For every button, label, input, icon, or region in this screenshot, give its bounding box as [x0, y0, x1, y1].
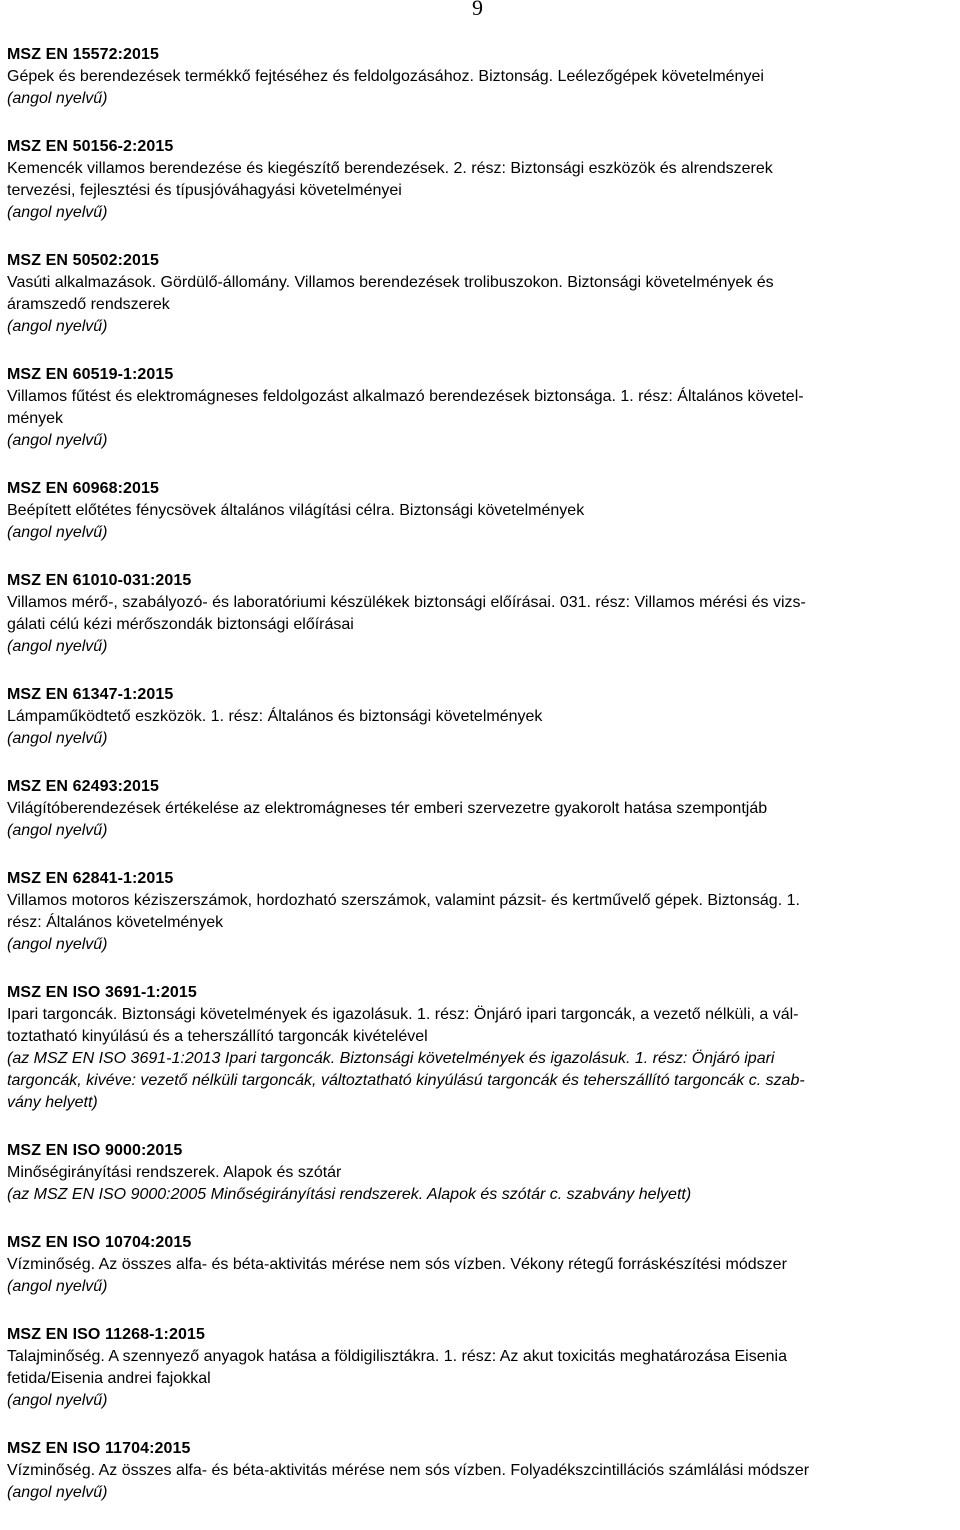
standard-title: Kemencék villamos berendezése és kiegészítő berendezések. 2. rész: Biztonsági eszközök és alrendszerek tervezési, fejlesztési és típusjóváhagyási követelményei — [7, 160, 773, 199]
standard-code: MSZ EN ISO 11704:2015 — [7, 1440, 191, 1457]
standard-title: Vízminőség. Az összes alfa- és béta-aktivitás mérése nem sós vízben. Vékony rétegű forráskészítési módszer — [7, 1256, 787, 1273]
standard-title: Villamos mérő-, szabályozó- és laboratóriumi készülékek biztonsági előírásai. 031. rész: Villamos mérési és vizs- gálati célú kézi mérőszondák biztonsági előírásai — [7, 594, 806, 633]
standard-entry — [7, 364, 957, 452]
language-note: (angol nyelvű) — [7, 432, 108, 449]
standard-entry — [7, 478, 957, 544]
standard-code: MSZ EN 60968:2015 — [7, 480, 160, 497]
page-number: 9 — [472, 0, 483, 20]
language-note: (angol nyelvű) — [7, 822, 108, 839]
standard-code: MSZ EN 60519-1:2015 — [7, 366, 174, 383]
standard-title: Gépek és berendezések termékkő fejtéséhez és feldolgozásához. Biztonság. Leélezőgépek követelményei — [7, 68, 764, 85]
standard-code: MSZ EN 61010-031:2015 — [7, 572, 192, 589]
standard-entry — [7, 1324, 957, 1412]
standard-code: MSZ EN 62841-1:2015 — [7, 870, 174, 887]
language-note: (angol nyelvű) — [7, 1278, 108, 1295]
standard-title: Talajminőség. A szennyező anyagok hatása a földigilisztákra. 1. rész: Az akut toxicitás meghatározása Eisenia fetida/Eisenia andrei fajokkal — [7, 1348, 787, 1387]
standards-list — [7, 44, 957, 1530]
standard-entry — [7, 136, 957, 224]
standard-entry — [7, 776, 957, 842]
standard-entry — [7, 868, 957, 956]
standard-code: MSZ EN ISO 9000:2015 — [7, 1142, 183, 1159]
language-note: (angol nyelvű) — [7, 1392, 108, 1409]
standard-entry — [7, 1232, 957, 1298]
language-note: (angol nyelvű) — [7, 204, 108, 221]
standard-code: MSZ EN 50502:2015 — [7, 252, 160, 269]
standard-code: MSZ EN ISO 3691-1:2015 — [7, 984, 197, 1001]
standard-entry — [7, 684, 957, 750]
standard-entry — [7, 44, 957, 110]
standard-title: Vízminőség. Az összes alfa- és béta-aktivitás mérése nem sós vízben. Folyadékszcintillációs számlálási módszer — [7, 1462, 810, 1479]
standard-title: Világítóberendezések értékelése az elektromágneses tér emberi szervezetre gyakorolt hatása szempontjáb — [7, 800, 768, 817]
standard-code: MSZ EN 62493:2015 — [7, 778, 160, 795]
standard-title: Villamos fűtést és elektromágneses feldolgozást alkalmazó berendezések biztonsága. 1. rész: Általános követel- mények — [7, 388, 804, 427]
language-note: (angol nyelvű) — [7, 936, 108, 953]
standard-code: MSZ EN 15572:2015 — [7, 46, 160, 63]
standard-title: Minőségirányítási rendszerek. Alapok és szótár — [7, 1164, 342, 1181]
standard-title: Ipari targoncák. Biztonsági követelmények és igazolásuk. 1. rész: Önjáró ipari targoncák, a vezető nélküli, a vál- toztatható kinyúlású és a teherszállító targoncák kivételével — [7, 1006, 799, 1045]
standard-code: MSZ EN ISO 11268-1:2015 — [7, 1326, 205, 1343]
standard-code: MSZ EN 61347-1:2015 — [7, 686, 174, 703]
language-note: (angol nyelvű) — [7, 318, 108, 335]
standard-entry — [7, 570, 957, 658]
language-note: (angol nyelvű) — [7, 638, 108, 655]
standard-title: Villamos motoros kéziszerszámok, hordozható szerszámok, valamint pázsit- és kertművelő gépek. Biztonság. 1. rész: Általános követelmények — [7, 892, 800, 931]
language-note: (angol nyelvű) — [7, 524, 108, 541]
language-note: (angol nyelvű) — [7, 730, 108, 747]
standard-title: Lámpaműködtető eszközök. 1. rész: Általános és biztonsági követelmények — [7, 708, 543, 725]
standard-title: Vasúti alkalmazások. Gördülő-állomány. Villamos berendezések trolibuszokon. Biztonsági követelmények és áramszedő rendszerek — [7, 274, 774, 313]
standard-title: Beépített előtétes fénycsövek általános világítási célra. Biztonsági követelmények — [7, 502, 585, 519]
replacement-note: (az MSZ EN ISO 9000:2005 Minőségirányítási rendszerek. Alapok és szótár c. szabvány helyett) — [7, 1186, 692, 1203]
standard-entry — [7, 982, 957, 1114]
standard-entry — [7, 1140, 957, 1206]
language-note: (angol nyelvű) — [7, 90, 108, 107]
replacement-note: (az MSZ EN ISO 3691-1:2013 Ipari targoncák. Biztonsági követelmények és igazolásuk. 1. rész: Önjáró ipari targoncák, kivéve: vezető nélküli targoncák, változtatható kinyúlású targoncák és teherszállító targoncák c. szab- vány helyett) — [7, 1050, 805, 1111]
standard-code: MSZ EN 50156-2:2015 — [7, 138, 174, 155]
language-note: (angol nyelvű) — [7, 1484, 108, 1501]
standard-entry — [7, 1438, 957, 1504]
standard-entry — [7, 250, 957, 338]
standard-code: MSZ EN ISO 10704:2015 — [7, 1234, 192, 1251]
